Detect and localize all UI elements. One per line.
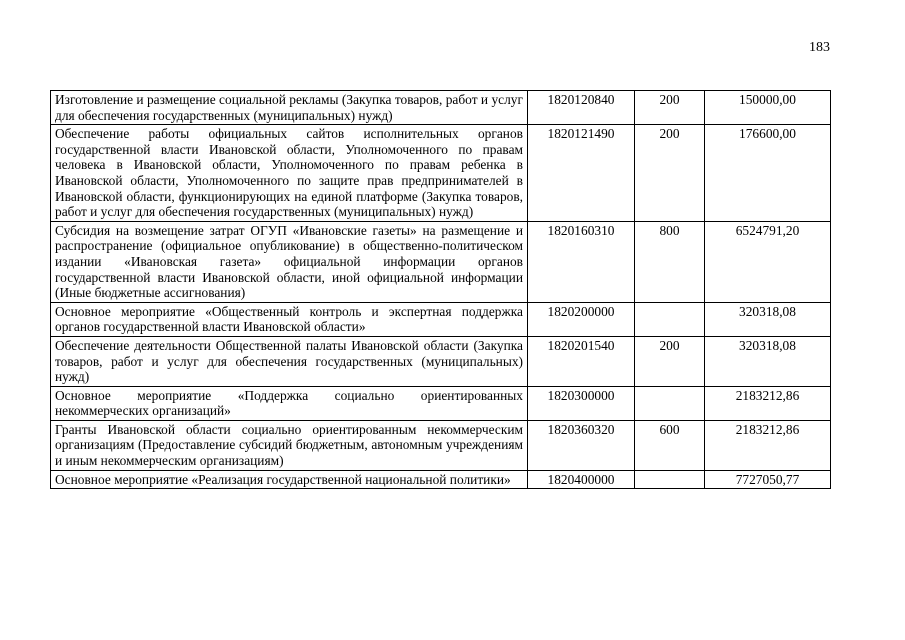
- table-row: [51, 470, 831, 489]
- row-name-cell: Субсидия на возмещение затрат ОГУП «Ивановские газеты» на размещение и распространение (официальное опубликование) в общественно-политическом издании «Ивановская газета» официальной информации органов государственной власти Ивановской области, иной официальной информации (Иные бюджетные ассигнования): [51, 221, 528, 302]
- budget-table: [50, 90, 831, 489]
- row-sum-cell: 2183212,86: [705, 386, 831, 420]
- row-type-cell: 200: [635, 125, 705, 222]
- row-type-cell: 200: [635, 91, 705, 125]
- row-name-cell: Основное мероприятие «Реализация государственной национальной политики»: [51, 470, 528, 489]
- row-sum-cell: 176600,00: [705, 125, 831, 222]
- row-type-cell: [635, 470, 705, 489]
- row-code-cell: 1820360320: [528, 420, 635, 470]
- table-row: [51, 91, 831, 125]
- row-name-cell: Обеспечение работы официальных сайтов исполнительных органов государственной власти Ивановской области, Уполномоченного по правам человека в Ивановской области, Уполномоченного по правам ребенка в Ивановской области, Уполномоченного по защите прав предпринимателей в Ивановской области, функционирующих на единой платформе (Закупка товаров, работ и услуг для обеспечения государственных (муниципальных) нужд): [51, 125, 528, 222]
- row-sum-cell: 6524791,20: [705, 221, 831, 302]
- row-type-cell: 200: [635, 336, 705, 386]
- row-type-cell: 800: [635, 221, 705, 302]
- table-row: [51, 420, 831, 470]
- row-name-cell: Гранты Ивановской области социально ориентированным некоммерческим организациям (Предоставление субсидий бюджетным, автономным учреждениям и иным некоммерческим организациям): [51, 420, 528, 470]
- row-name-cell: Изготовление и размещение социальной рекламы (Закупка товаров, работ и услуг для обеспечения государственных (муниципальных) нужд): [51, 91, 528, 125]
- table-row: [51, 125, 831, 222]
- row-sum-cell: 7727050,77: [705, 470, 831, 489]
- row-code-cell: 1820160310: [528, 221, 635, 302]
- row-code-cell: 1820300000: [528, 386, 635, 420]
- table-row: [51, 386, 831, 420]
- row-code-cell: 1820201540: [528, 336, 635, 386]
- budget-table-body: [51, 91, 831, 489]
- row-sum-cell: 2183212,86: [705, 420, 831, 470]
- row-code-cell: 1820400000: [528, 470, 635, 489]
- row-code-cell: 1820121490: [528, 125, 635, 222]
- row-type-cell: [635, 386, 705, 420]
- row-type-cell: 600: [635, 420, 705, 470]
- row-sum-cell: 320318,08: [705, 302, 831, 336]
- row-code-cell: 1820120840: [528, 91, 635, 125]
- row-sum-cell: 320318,08: [705, 336, 831, 386]
- row-name-cell: Основное мероприятие «Общественный контроль и экспертная поддержка органов государственной власти Ивановской области»: [51, 302, 528, 336]
- table-row: [51, 302, 831, 336]
- table-row: [51, 336, 831, 386]
- page-number: 183: [809, 40, 830, 55]
- row-code-cell: 1820200000: [528, 302, 635, 336]
- row-type-cell: [635, 302, 705, 336]
- row-name-cell: Обеспечение деятельности Общественной палаты Ивановской области (Закупка товаров, работ и услуг для обеспечения государственных (муниципальных) нужд): [51, 336, 528, 386]
- table-row: [51, 221, 831, 302]
- row-name-cell: Основное мероприятие «Поддержка социально ориентированных некоммерческих организаций»: [51, 386, 528, 420]
- row-sum-cell: 150000,00: [705, 91, 831, 125]
